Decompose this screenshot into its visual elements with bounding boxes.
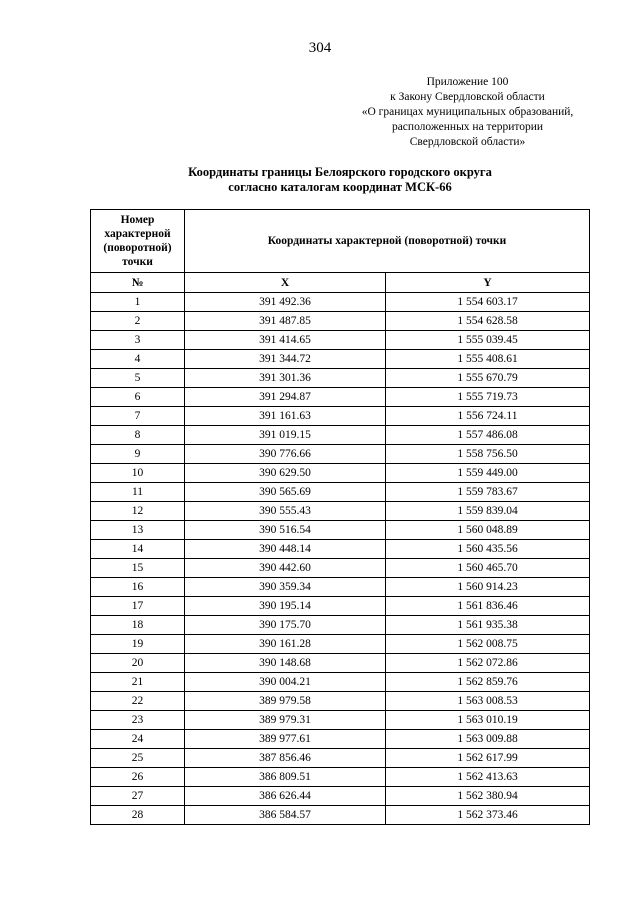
- cell-y: 1 562 413.63: [386, 768, 590, 787]
- cell-point-no: 22: [91, 692, 185, 711]
- table-row: [91, 673, 590, 692]
- cell-point-no: 13: [91, 521, 185, 540]
- table-row: [91, 483, 590, 502]
- cell-x: 389 977.61: [185, 730, 386, 749]
- cell-y: 1 555 719.73: [386, 388, 590, 407]
- cell-x: 390 516.54: [185, 521, 386, 540]
- table-row: [91, 692, 590, 711]
- table-row: [91, 559, 590, 578]
- cell-x: 390 776.66: [185, 445, 386, 464]
- cell-point-no: 21: [91, 673, 185, 692]
- cell-x: 389 979.58: [185, 692, 386, 711]
- table-row: [91, 445, 590, 464]
- table-row: [91, 521, 590, 540]
- cell-y: 1 554 603.17: [386, 293, 590, 312]
- cell-y: 1 563 009.88: [386, 730, 590, 749]
- cell-x: 390 175.70: [185, 616, 386, 635]
- cell-x: 391 019.15: [185, 426, 386, 445]
- table-row: [91, 730, 590, 749]
- appendix-note: [345, 75, 590, 150]
- table-row: [91, 331, 590, 350]
- table-row: [91, 711, 590, 730]
- table-row: [91, 388, 590, 407]
- header-point-coordinates: Координаты характерной (поворотной) точки: [185, 210, 590, 273]
- appendix-line: расположенных на территории: [391, 121, 544, 133]
- table-row: [91, 426, 590, 445]
- cell-point-no: 18: [91, 616, 185, 635]
- table-row: [91, 597, 590, 616]
- cell-x: 390 195.14: [185, 597, 386, 616]
- header-col-x: X: [185, 273, 386, 293]
- cell-x: 390 148.68: [185, 654, 386, 673]
- cell-x: 390 629.50: [185, 464, 386, 483]
- cell-x: 386 584.57: [185, 806, 386, 825]
- cell-point-no: 5: [91, 369, 185, 388]
- cell-x: 390 442.60: [185, 559, 386, 578]
- cell-x: 389 979.31: [185, 711, 386, 730]
- cell-y: 1 562 380.94: [386, 787, 590, 806]
- cell-x: 387 856.46: [185, 749, 386, 768]
- cell-point-no: 23: [91, 711, 185, 730]
- cell-y: 1 555 670.79: [386, 369, 590, 388]
- cell-point-no: 7: [91, 407, 185, 426]
- cell-x: 390 359.34: [185, 578, 386, 597]
- cell-point-no: 24: [91, 730, 185, 749]
- table-row: [91, 407, 590, 426]
- cell-x: 386 809.51: [185, 768, 386, 787]
- cell-x: 391 492.36: [185, 293, 386, 312]
- cell-y: 1 563 008.53: [386, 692, 590, 711]
- cell-x: 391 414.65: [185, 331, 386, 350]
- cell-y: 1 561 836.46: [386, 597, 590, 616]
- cell-y: 1 559 449.00: [386, 464, 590, 483]
- table-row: [91, 749, 590, 768]
- cell-y: 1 557 486.08: [386, 426, 590, 445]
- cell-point-no: 20: [91, 654, 185, 673]
- cell-x: 391 301.36: [185, 369, 386, 388]
- cell-y: 1 556 724.11: [386, 407, 590, 426]
- cell-y: 1 562 072.86: [386, 654, 590, 673]
- cell-y: 1 555 408.61: [386, 350, 590, 369]
- cell-point-no: 2: [91, 312, 185, 331]
- cell-y: 1 554 628.58: [386, 312, 590, 331]
- cell-point-no: 27: [91, 787, 185, 806]
- cell-y: 1 559 839.04: [386, 502, 590, 521]
- table-row: [91, 350, 590, 369]
- cell-point-no: 11: [91, 483, 185, 502]
- cell-y: 1 560 914.23: [386, 578, 590, 597]
- page-number: 304: [308, 40, 332, 56]
- cell-point-no: 15: [91, 559, 185, 578]
- cell-point-no: 10: [91, 464, 185, 483]
- cell-y: 1 561 935.38: [386, 616, 590, 635]
- cell-y: 1 560 435.56: [386, 540, 590, 559]
- cell-x: 390 004.21: [185, 673, 386, 692]
- table-row: [91, 787, 590, 806]
- cell-point-no: 28: [91, 806, 185, 825]
- cell-x: 390 555.43: [185, 502, 386, 521]
- cell-y: 1 562 373.46: [386, 806, 590, 825]
- document-title: [90, 165, 590, 195]
- cell-point-no: 12: [91, 502, 185, 521]
- table-row: [91, 540, 590, 559]
- coordinates-table: [90, 209, 590, 825]
- header-point-number: Номер характерной (поворотной) точки: [91, 210, 185, 273]
- cell-y: 1 562 617.99: [386, 749, 590, 768]
- cell-point-no: 19: [91, 635, 185, 654]
- table-row: [91, 464, 590, 483]
- header-col-y: Y: [386, 273, 590, 293]
- table-row: [91, 806, 590, 825]
- cell-y: 1 558 756.50: [386, 445, 590, 464]
- table-row: [91, 502, 590, 521]
- document-title-line: согласно каталогам координат МСК-66: [228, 180, 452, 194]
- cell-x: 391 487.85: [185, 312, 386, 331]
- appendix-line: Свердловской области»: [409, 136, 526, 148]
- cell-x: 390 448.14: [185, 540, 386, 559]
- table-body: [91, 293, 590, 825]
- cell-point-no: 3: [91, 331, 185, 350]
- cell-point-no: 16: [91, 578, 185, 597]
- cell-x: 386 626.44: [185, 787, 386, 806]
- cell-y: 1 555 039.45: [386, 331, 590, 350]
- cell-point-no: 6: [91, 388, 185, 407]
- cell-x: 390 565.69: [185, 483, 386, 502]
- table-row: [91, 293, 590, 312]
- header-col-no: №: [91, 273, 185, 293]
- cell-y: 1 560 465.70: [386, 559, 590, 578]
- table-row: [91, 369, 590, 388]
- cell-x: 391 294.87: [185, 388, 386, 407]
- cell-y: 1 562 008.75: [386, 635, 590, 654]
- cell-y: 1 562 859.76: [386, 673, 590, 692]
- cell-y: 1 560 048.89: [386, 521, 590, 540]
- appendix-line: к Закону Свердловской области: [390, 91, 545, 103]
- cell-point-no: 17: [91, 597, 185, 616]
- cell-point-no: 25: [91, 749, 185, 768]
- table-row: [91, 616, 590, 635]
- cell-point-no: 1: [91, 293, 185, 312]
- cell-point-no: 26: [91, 768, 185, 787]
- cell-x: 390 161.28: [185, 635, 386, 654]
- cell-point-no: 9: [91, 445, 185, 464]
- cell-y: 1 563 010.19: [386, 711, 590, 730]
- table-row: [91, 768, 590, 787]
- cell-point-no: 8: [91, 426, 185, 445]
- appendix-line: Приложение 100: [426, 76, 509, 88]
- cell-point-no: 14: [91, 540, 185, 559]
- document-title-line: Координаты границы Белоярского городского округа: [188, 165, 492, 179]
- table-row: [91, 312, 590, 331]
- cell-point-no: 4: [91, 350, 185, 369]
- table-row: [91, 654, 590, 673]
- table-row: [91, 578, 590, 597]
- cell-x: 391 161.63: [185, 407, 386, 426]
- appendix-line: «О границах муниципальных образований,: [361, 106, 574, 118]
- cell-x: 391 344.72: [185, 350, 386, 369]
- table-row: [91, 635, 590, 654]
- cell-y: 1 559 783.67: [386, 483, 590, 502]
